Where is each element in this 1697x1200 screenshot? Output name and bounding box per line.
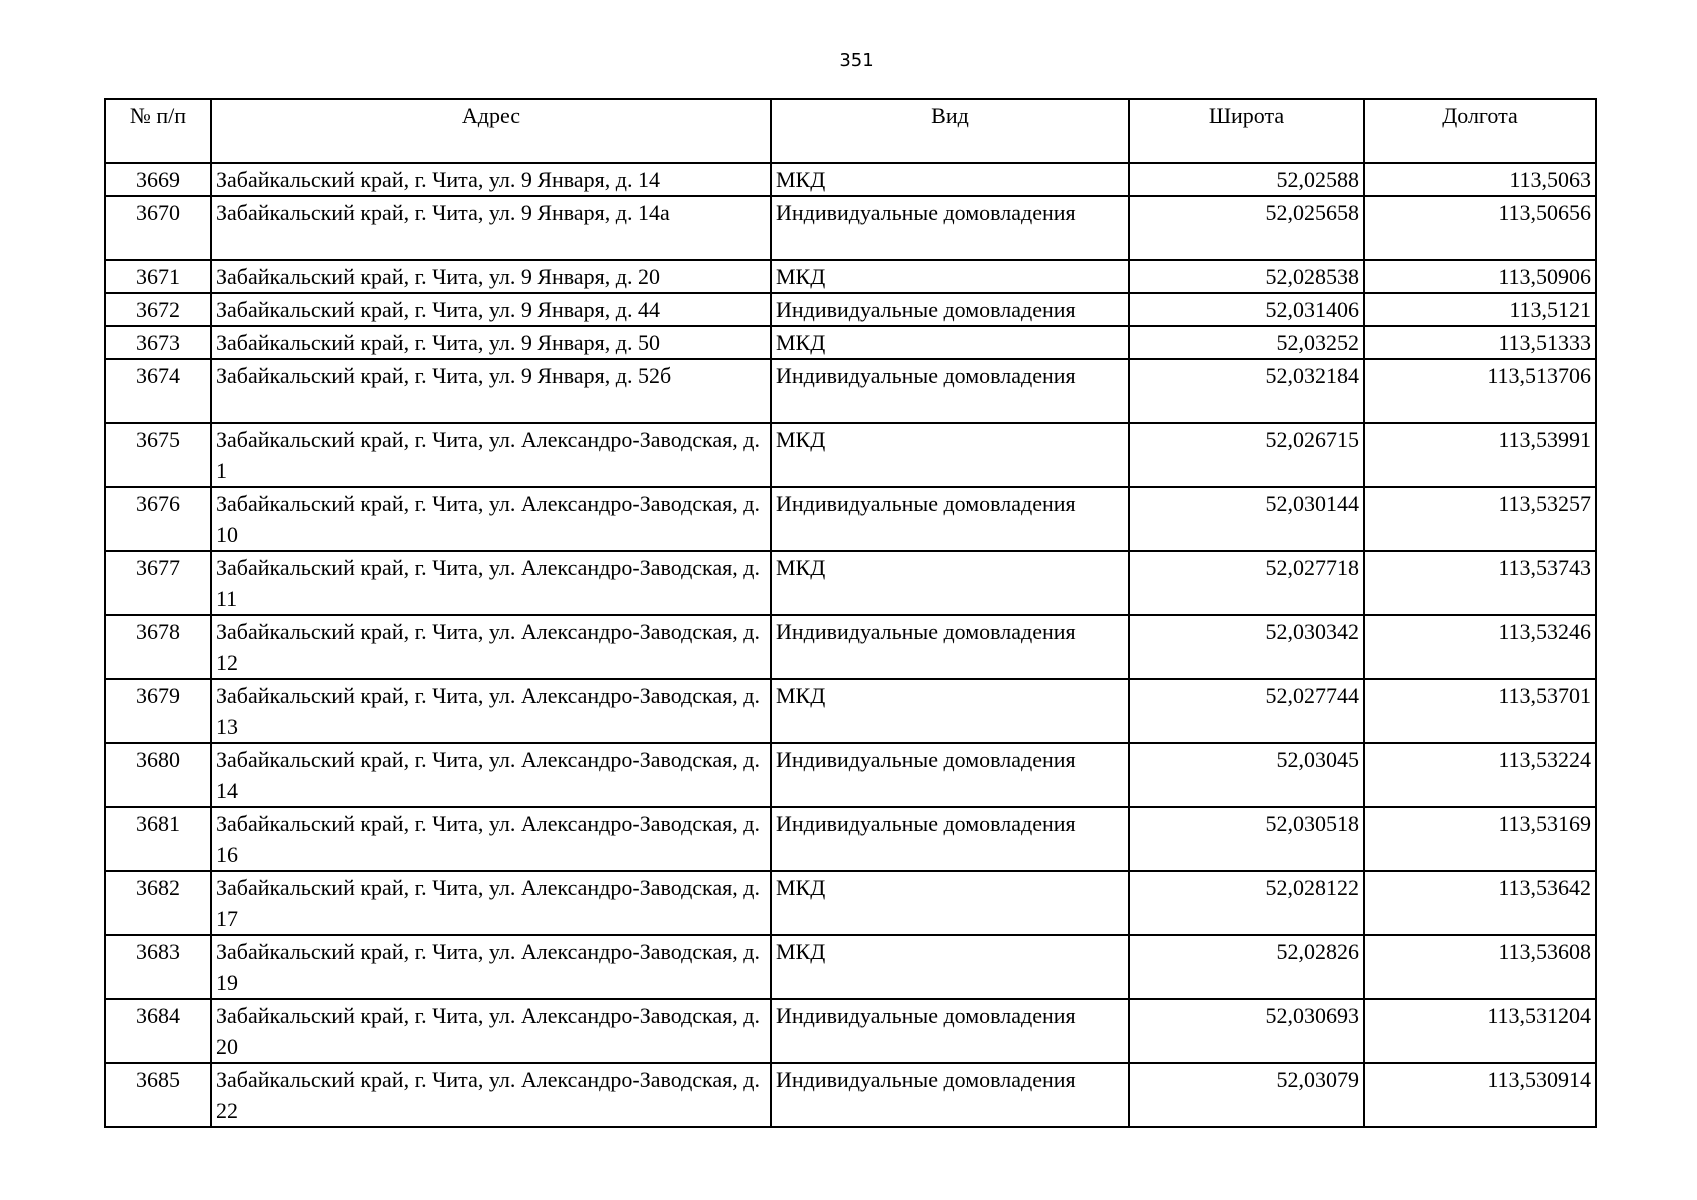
- row-kind: МКД: [771, 935, 1129, 999]
- table-row: [105, 743, 1596, 807]
- row-number: 3684: [105, 999, 211, 1063]
- header-latitude: Широта: [1129, 99, 1364, 163]
- row-longitude: 113,51333: [1364, 326, 1596, 359]
- header-address: Адрес: [211, 99, 771, 163]
- row-number: 3670: [105, 196, 211, 260]
- row-number: 3676: [105, 487, 211, 551]
- row-address: Забайкальский край, г. Чита, ул. Александро-Заводская, д. 19: [211, 935, 771, 999]
- row-longitude: 113,53257: [1364, 487, 1596, 551]
- row-longitude: 113,53743: [1364, 551, 1596, 615]
- row-kind: МКД: [771, 551, 1129, 615]
- row-kind: Индивидуальные домовладения: [771, 807, 1129, 871]
- table-row: [105, 551, 1596, 615]
- row-latitude: 52,030342: [1129, 615, 1364, 679]
- table-row: [105, 871, 1596, 935]
- row-number: 3675: [105, 423, 211, 487]
- row-latitude: 52,030518: [1129, 807, 1364, 871]
- row-latitude: 52,030693: [1129, 999, 1364, 1063]
- row-kind: Индивидуальные домовладения: [771, 999, 1129, 1063]
- table-row: [105, 326, 1596, 359]
- row-address: Забайкальский край, г. Чита, ул. 9 Января, д. 44: [211, 293, 771, 326]
- row-address: Забайкальский край, г. Чита, ул. Александро-Заводская, д. 11: [211, 551, 771, 615]
- row-address: Забайкальский край, г. Чита, ул. Александро-Заводская, д. 14: [211, 743, 771, 807]
- address-registry-table: [104, 98, 1597, 1128]
- row-latitude: 52,028538: [1129, 260, 1364, 293]
- row-latitude: 52,031406: [1129, 293, 1364, 326]
- row-number: 3680: [105, 743, 211, 807]
- table-row: [105, 163, 1596, 196]
- row-kind: Индивидуальные домовладения: [771, 487, 1129, 551]
- row-latitude: 52,02588: [1129, 163, 1364, 196]
- row-kind: Индивидуальные домовладения: [771, 293, 1129, 326]
- row-latitude: 52,027744: [1129, 679, 1364, 743]
- table-row: [105, 935, 1596, 999]
- row-longitude: 113,53642: [1364, 871, 1596, 935]
- row-kind: Индивидуальные домовладения: [771, 196, 1129, 260]
- row-longitude: 113,531204: [1364, 999, 1596, 1063]
- row-kind: МКД: [771, 679, 1129, 743]
- row-longitude: 113,5063: [1364, 163, 1596, 196]
- table-row: [105, 196, 1596, 260]
- row-kind: Индивидуальные домовладения: [771, 359, 1129, 423]
- table-row: [105, 260, 1596, 293]
- table-row: [105, 1063, 1596, 1127]
- row-longitude: 113,53246: [1364, 615, 1596, 679]
- row-address: Забайкальский край, г. Чита, ул. Александро-Заводская, д. 1: [211, 423, 771, 487]
- row-number: 3669: [105, 163, 211, 196]
- row-number: 3674: [105, 359, 211, 423]
- row-number: 3678: [105, 615, 211, 679]
- row-kind: Индивидуальные домовладения: [771, 743, 1129, 807]
- row-latitude: 52,02826: [1129, 935, 1364, 999]
- row-latitude: 52,03045: [1129, 743, 1364, 807]
- row-number: 3679: [105, 679, 211, 743]
- row-longitude: 113,50906: [1364, 260, 1596, 293]
- row-latitude: 52,027718: [1129, 551, 1364, 615]
- row-number: 3673: [105, 326, 211, 359]
- row-kind: МКД: [771, 871, 1129, 935]
- row-address: Забайкальский край, г. Чита, ул. 9 Января, д. 52б: [211, 359, 771, 423]
- row-latitude: 52,03079: [1129, 1063, 1364, 1127]
- row-latitude: 52,030144: [1129, 487, 1364, 551]
- row-longitude: 113,53991: [1364, 423, 1596, 487]
- row-address: Забайкальский край, г. Чита, ул. 9 Января, д. 20: [211, 260, 771, 293]
- row-longitude: 113,53608: [1364, 935, 1596, 999]
- row-number: 3685: [105, 1063, 211, 1127]
- row-latitude: 52,03252: [1129, 326, 1364, 359]
- table-header-row: [105, 99, 1596, 163]
- row-address: Забайкальский край, г. Чита, ул. Александро-Заводская, д. 17: [211, 871, 771, 935]
- row-address: Забайкальский край, г. Чита, ул. Александро-Заводская, д. 20: [211, 999, 771, 1063]
- header-longitude: Долгота: [1364, 99, 1596, 163]
- row-address: Забайкальский край, г. Чита, ул. Александро-Заводская, д. 13: [211, 679, 771, 743]
- table-row: [105, 807, 1596, 871]
- table-row: [105, 999, 1596, 1063]
- row-address: Забайкальский край, г. Чита, ул. 9 Января, д. 14а: [211, 196, 771, 260]
- row-address: Забайкальский край, г. Чита, ул. Александро-Заводская, д. 22: [211, 1063, 771, 1127]
- row-latitude: 52,032184: [1129, 359, 1364, 423]
- row-kind: МКД: [771, 260, 1129, 293]
- row-number: 3672: [105, 293, 211, 326]
- row-address: Забайкальский край, г. Чита, ул. 9 Января, д. 14: [211, 163, 771, 196]
- table-row: [105, 423, 1596, 487]
- header-num: № п/п: [105, 99, 211, 163]
- row-kind: МКД: [771, 326, 1129, 359]
- row-longitude: 113,53701: [1364, 679, 1596, 743]
- row-number: 3682: [105, 871, 211, 935]
- row-address: Забайкальский край, г. Чита, ул. Александро-Заводская, д. 12: [211, 615, 771, 679]
- row-longitude: 113,513706: [1364, 359, 1596, 423]
- row-longitude: 113,50656: [1364, 196, 1596, 260]
- row-address: Забайкальский край, г. Чита, ул. Александро-Заводская, д. 10: [211, 487, 771, 551]
- row-longitude: 113,530914: [1364, 1063, 1596, 1127]
- table-row: [105, 615, 1596, 679]
- row-longitude: 113,53169: [1364, 807, 1596, 871]
- row-number: 3681: [105, 807, 211, 871]
- row-kind: Индивидуальные домовладения: [771, 1063, 1129, 1127]
- row-latitude: 52,028122: [1129, 871, 1364, 935]
- row-address: Забайкальский край, г. Чита, ул. Александро-Заводская, д. 16: [211, 807, 771, 871]
- table-row: [105, 359, 1596, 423]
- row-longitude: 113,53224: [1364, 743, 1596, 807]
- table-row: [105, 679, 1596, 743]
- row-kind: МКД: [771, 423, 1129, 487]
- row-kind: Индивидуальные домовладения: [771, 615, 1129, 679]
- header-kind: Вид: [771, 99, 1129, 163]
- row-latitude: 52,026715: [1129, 423, 1364, 487]
- row-longitude: 113,5121: [1364, 293, 1596, 326]
- row-number: 3683: [105, 935, 211, 999]
- row-kind: МКД: [771, 163, 1129, 196]
- page-number: 351: [839, 50, 874, 71]
- row-number: 3677: [105, 551, 211, 615]
- row-latitude: 52,025658: [1129, 196, 1364, 260]
- table-row: [105, 293, 1596, 326]
- row-number: 3671: [105, 260, 211, 293]
- table-row: [105, 487, 1596, 551]
- row-address: Забайкальский край, г. Чита, ул. 9 Января, д. 50: [211, 326, 771, 359]
